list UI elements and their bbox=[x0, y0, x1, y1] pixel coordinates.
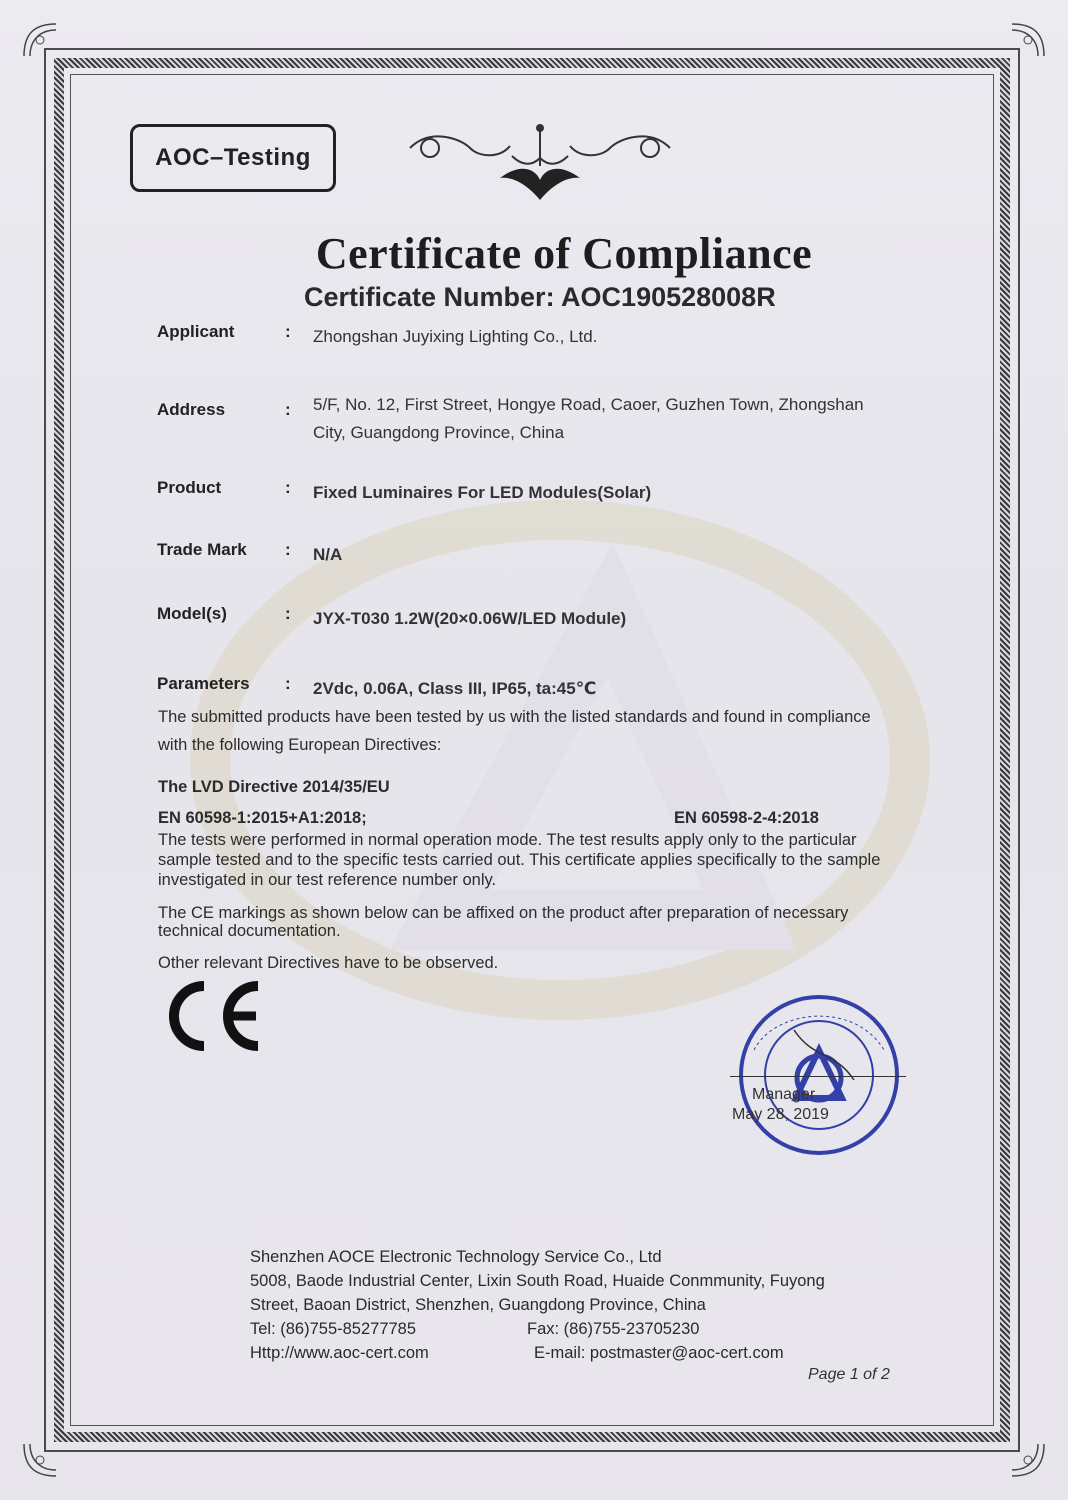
logo-text: AOC–Testing bbox=[155, 144, 311, 171]
ce-text-line-1: The CE markings as shown below can be affixed on the product after preparation of necessary bbox=[158, 904, 849, 922]
ce-text-line-2: technical documentation. bbox=[158, 922, 341, 940]
page-number: Page 1 of 2 bbox=[808, 1366, 890, 1383]
footer-address-2: Street, Baoan District, Shenzhen, Guangdong Province, China bbox=[250, 1296, 706, 1314]
signatory-title: Manager bbox=[752, 1086, 816, 1103]
watermark-logo-icon bbox=[190, 500, 930, 1020]
signature-line bbox=[730, 1076, 906, 1077]
footer-company: Shenzhen AOCE Electronic Technology Service Co., Ltd bbox=[250, 1248, 662, 1266]
address-label: Address bbox=[157, 400, 226, 419]
applicant-value: Zhongshan Juyixing Lighting Co., Ltd. bbox=[313, 327, 598, 346]
address-line-1: 5/F, No. 12, First Street, Hongye Road, Caoer, Guzhen Town, Zhongshan bbox=[313, 395, 864, 414]
signature-date: May 28, 2019 bbox=[732, 1106, 829, 1123]
footer-website: Http://www.aoc-cert.com bbox=[250, 1344, 429, 1362]
address-line-2: City, Guangdong Province, China bbox=[313, 423, 565, 442]
product-colon: : bbox=[285, 478, 291, 497]
models-colon: : bbox=[285, 604, 291, 623]
directive: The LVD Directive 2014/35/EU bbox=[158, 778, 390, 796]
corner-ornament-icon bbox=[1008, 20, 1048, 60]
models-label: Model(s) bbox=[157, 604, 227, 623]
tests-line-2: sample tested and to the specific tests carried out. This certificate applies specifically to the sample bbox=[158, 851, 881, 869]
parameters-label: Parameters bbox=[157, 674, 250, 693]
trade-mark-label: Trade Mark bbox=[157, 540, 247, 559]
corner-ornament-icon bbox=[1008, 1440, 1048, 1480]
certificate-number: Certificate Number: AOC190528008R bbox=[304, 282, 776, 312]
product-value: Fixed Luminaires For LED Modules(Solar) bbox=[313, 483, 652, 502]
other-directives: Other relevant Directives have to be observed. bbox=[158, 954, 499, 972]
aoc-testing-logo bbox=[130, 124, 336, 192]
corner-ornament-icon bbox=[20, 1440, 60, 1480]
corner-ornament-icon bbox=[20, 20, 60, 60]
statement-line-1: The submitted products have been tested by us with the listed standards and found in compliance bbox=[158, 708, 871, 726]
standard-left: EN 60598-1:2015+A1:2018; bbox=[158, 809, 367, 827]
footer-email: E-mail: postmaster@aoc-cert.com bbox=[534, 1344, 784, 1362]
applicant-colon: : bbox=[285, 322, 291, 341]
company-stamp-icon bbox=[734, 990, 904, 1160]
tests-line-1: The tests were performed in normal operation mode. The test results apply only to the particular bbox=[158, 831, 857, 849]
footer-tel: Tel: (86)755-85277785 bbox=[250, 1320, 417, 1338]
parameters-colon: : bbox=[285, 674, 291, 693]
ce-mark-icon bbox=[158, 978, 268, 1054]
models-value: JYX-T030 1.2W(20×0.06W/LED Module) bbox=[313, 609, 627, 628]
footer-fax: Fax: (86)755-23705230 bbox=[527, 1320, 700, 1338]
trade-mark-colon: : bbox=[285, 540, 291, 559]
trade-mark-value: N/A bbox=[313, 545, 343, 564]
standard-right: EN 60598-2-4:2018 bbox=[674, 809, 819, 827]
flourish-ornament-icon bbox=[400, 118, 680, 208]
certificate-title: Certificate of Compliance bbox=[315, 229, 813, 278]
parameters-value: 2Vdc, 0.06A, Class III, IP65, ta:45℃ bbox=[313, 679, 597, 698]
product-label: Product bbox=[157, 478, 222, 497]
tests-line-3: investigated in our test reference number only. bbox=[158, 871, 497, 889]
statement-line-2: with the following European Directives: bbox=[158, 736, 442, 754]
address-colon: : bbox=[285, 400, 291, 419]
applicant-label: Applicant bbox=[157, 322, 235, 341]
footer-address-1: 5008, Baode Industrial Center, Lixin South Road, Huaide Conmmunity, Fuyong bbox=[250, 1272, 825, 1290]
